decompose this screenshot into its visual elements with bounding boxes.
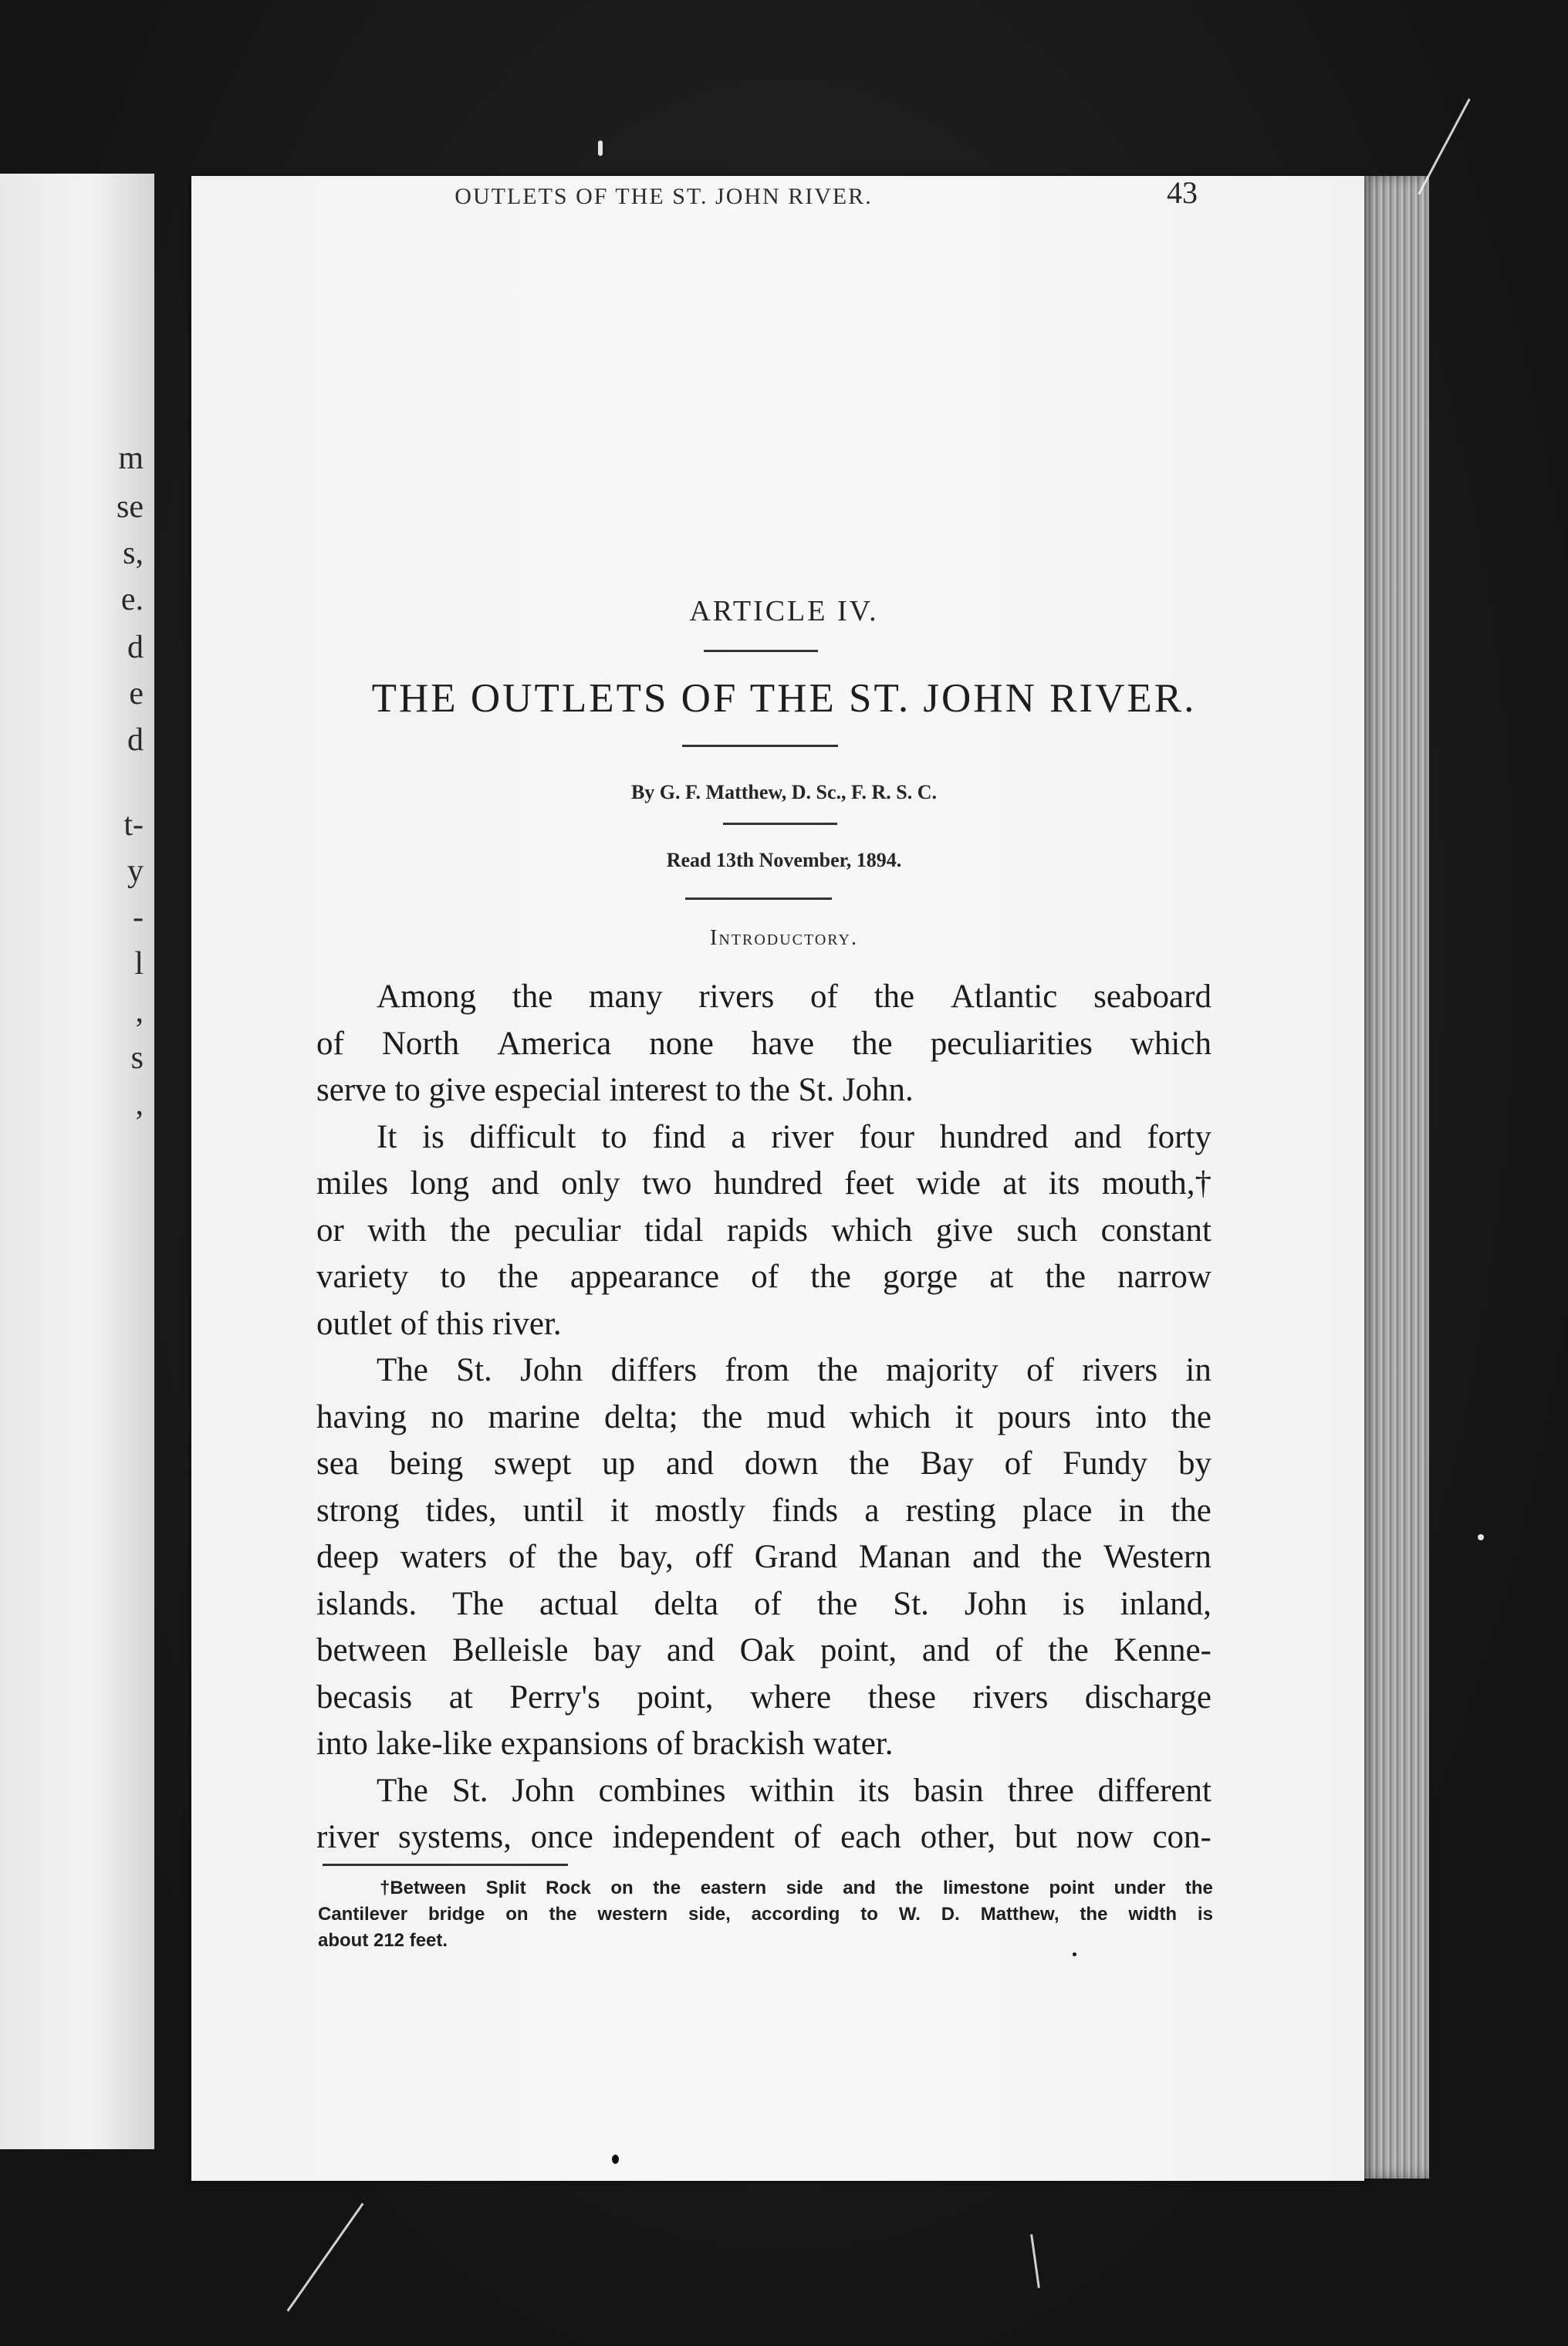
text-line [316,1021,1211,1068]
word: give [935,1212,993,1249]
word: the [817,1352,858,1388]
word: the [557,1539,598,1575]
word: D. [941,1904,960,1925]
word: actual [539,1585,619,1622]
word: its [858,1772,890,1809]
word: inland, [1120,1585,1211,1622]
word: peculiarities [930,1025,1093,1062]
word: mud [766,1398,826,1435]
word: many [589,979,663,1015]
word: a [864,1492,880,1529]
text-line [316,1254,1211,1301]
word: and [666,1632,715,1668]
word: such [1016,1212,1078,1249]
word: Manan [858,1539,951,1575]
word: the [450,1212,491,1249]
word: to [440,1259,466,1295]
word: of [793,1819,822,1855]
word: side, [688,1904,731,1925]
word: the [852,1025,893,1062]
word: bridge [427,1904,485,1925]
word: wide [916,1165,981,1202]
word: a [731,1118,746,1155]
word: miles [316,1165,389,1202]
word: which [850,1398,931,1435]
word: hundred [713,1165,823,1202]
word: the [1184,1878,1213,1898]
text-line [316,974,1211,1021]
word: Bay [920,1445,974,1482]
word: on [610,1878,634,1898]
word: at [448,1678,473,1716]
word: Matthew, [980,1904,1059,1925]
word: is [422,1118,444,1155]
word: each [840,1819,901,1855]
word: tides, [425,1492,497,1529]
word: from [725,1352,789,1388]
word: delta; [604,1398,678,1435]
word: John [512,1772,575,1809]
word: river [771,1118,834,1155]
word: North [381,1025,460,1062]
word: variety [316,1259,409,1295]
word: under [1113,1878,1166,1898]
word: feet [844,1165,894,1202]
page-number: 43 [1167,175,1198,210]
author-byline: By G. F. Matthew, D. Sc., F. R. S. C. [630,781,938,803]
word: and [1073,1118,1122,1155]
word: marine [488,1398,580,1435]
word: and [921,1632,970,1668]
word: the [1048,1632,1089,1668]
word: side [786,1878,823,1898]
word: into [1095,1398,1147,1435]
word: now [1076,1819,1134,1855]
facing-page-left [0,174,154,2149]
word: Kenne- [1113,1632,1211,1668]
word: to [601,1118,627,1155]
word: the [549,1904,577,1925]
word: Among [377,979,476,1015]
word: point [1049,1878,1095,1898]
left-page-fragment: , [135,994,144,1029]
left-page-fragment: s, [123,536,144,571]
word: forty [1147,1118,1211,1155]
footnote-line [318,1901,1213,1928]
word: four [859,1118,914,1155]
word: between [316,1632,427,1668]
word: it [610,1492,629,1529]
word: It [377,1118,397,1155]
word: two [641,1165,692,1202]
word: independent [612,1819,775,1855]
word: these [867,1678,936,1716]
word: having [316,1398,407,1435]
word: hundred [939,1118,1049,1155]
left-page-fragment: y [127,854,144,889]
word: islands. [316,1585,417,1622]
word: is [1197,1904,1213,1925]
word: swept [494,1445,572,1482]
article-number: ARTICLE IV. [689,595,879,627]
word: only [561,1165,620,1202]
word: rivers [1082,1352,1158,1388]
word: it [955,1398,974,1435]
article-title: THE OUTLETS OF THE ST. JOHN RIVER. [371,676,1197,721]
text-line [316,1208,1211,1255]
word: the [816,1585,858,1622]
footnote-line [318,1875,1213,1901]
dust-speck [612,2155,619,2164]
page-block-edge [1358,176,1429,2179]
word: being [389,1445,464,1482]
text-line [316,1814,1211,1861]
word: narrow [1117,1259,1211,1295]
word: at [1002,1165,1027,1202]
left-page-fragment: d [127,630,144,665]
left-page-fragment: l [134,946,144,982]
word: resting [905,1492,996,1529]
word: point, [637,1678,714,1716]
word: the [1041,1539,1083,1575]
text-line [316,1768,1211,1815]
word: of [810,979,838,1015]
divider-rule [704,650,818,652]
word: of [751,1259,779,1295]
word: peculiar [514,1212,621,1249]
word: three [1007,1772,1074,1809]
word: the [1171,1398,1211,1435]
left-page-fragment: s [130,1040,144,1076]
word: in [1118,1492,1145,1529]
word: which [1130,1025,1211,1062]
running-title: OUTLETS OF THE ST. JOHN RIVER. [455,184,873,209]
word: combines [598,1772,726,1809]
text-line [316,1488,1211,1535]
word: width [1128,1904,1177,1925]
divider-rule [682,745,838,747]
word: on [505,1904,529,1925]
word: the [1080,1904,1108,1925]
word: the [895,1878,924,1898]
left-page-fragment: t- [123,807,144,843]
word: the [653,1878,681,1898]
word: of [754,1585,782,1622]
word: rivers [698,979,775,1015]
dust-speck [1478,1534,1484,1540]
text-line [316,1114,1211,1161]
word: at [989,1259,1014,1295]
word: sea [316,1445,359,1482]
word: western [597,1904,668,1925]
word: rivers [972,1678,1049,1716]
word: majority [886,1352,999,1388]
word: in [1185,1352,1211,1388]
word: John [520,1352,583,1388]
left-page-fragment: , [135,1087,144,1122]
word: long [410,1165,470,1202]
word: of [995,1632,1023,1668]
footnote-line: about 212 feet. [318,1930,448,1951]
word: pours [997,1398,1072,1435]
word: Belleisle [451,1632,569,1668]
word: other, [920,1819,996,1855]
word: place [1022,1492,1093,1529]
word: becasis [316,1678,413,1716]
section-heading: Introductory. [710,926,858,950]
word: con- [1152,1819,1211,1855]
word: seaboard [1093,979,1211,1015]
word: John [964,1585,1028,1622]
word: constant [1100,1212,1211,1249]
word: Fundy [1063,1445,1148,1482]
word: basin [913,1772,984,1809]
word: Rock [546,1878,591,1898]
text-line [316,1394,1211,1442]
word: the [810,1259,851,1295]
word: within [749,1772,835,1809]
word: gorge [882,1259,958,1295]
word: waters [400,1539,488,1575]
text-line [316,1161,1211,1208]
divider-rule [685,897,832,900]
word: off [694,1539,733,1575]
word: up [602,1445,636,1482]
text-line: into lake-like expansions of brackish water. [316,1726,894,1762]
word: with [367,1212,427,1249]
text-line [316,1581,1211,1628]
word: river [316,1819,380,1855]
word: the [701,1398,743,1435]
word: Cantilever [318,1904,408,1925]
left-page-fragment: se [117,489,144,525]
word: different [1097,1772,1211,1809]
word: The [377,1772,428,1809]
word: or [316,1212,344,1249]
word: St. [456,1352,492,1388]
read-date: Read 13th November, 1894. [666,849,902,871]
word: the [1045,1259,1086,1295]
word: the [498,1259,539,1295]
word: mouth,† [1101,1165,1211,1202]
word: the [1171,1492,1211,1529]
word: of [1004,1445,1032,1482]
word: Western [1103,1539,1211,1575]
word: Atlantic [950,979,1058,1015]
word: and [491,1165,539,1202]
word: of [508,1539,536,1575]
article-body [316,974,1211,1861]
word: eastern [700,1878,767,1898]
word: The [452,1585,504,1622]
text-line: serve to give especial interest to the St. John. [316,1072,914,1108]
word: bay, [619,1539,674,1575]
word: have [751,1025,815,1062]
word: limestone [942,1878,1029,1898]
word: is [1063,1585,1085,1622]
word: of [316,1025,344,1062]
divider-rule [723,823,837,825]
word: of [1026,1352,1054,1388]
left-page-fragment: d [127,722,144,758]
word: discharge [1084,1678,1211,1716]
word: once [530,1819,593,1855]
word: difficult [469,1118,576,1155]
footnote-rule [323,1864,568,1866]
word: differs [610,1352,698,1388]
word: finds [772,1492,839,1529]
word: its [1048,1165,1080,1202]
word: strong [316,1492,400,1529]
word: the [874,979,915,1015]
word: no [431,1398,465,1435]
text-line [316,1628,1211,1675]
text-line: outlet of this river. [316,1305,562,1342]
left-page-fragment: m [118,441,144,476]
word: bay [593,1632,642,1668]
word: where [750,1678,832,1716]
footnote [318,1875,1213,1954]
word: to [860,1904,878,1925]
left-page-fragment: e. [120,582,144,617]
word: Split [485,1878,526,1898]
word: and [665,1445,715,1482]
word: Perry's [509,1678,600,1716]
word: but [1014,1819,1057,1855]
word: tidal [644,1212,704,1249]
dust-speck [598,140,603,156]
word: according [751,1904,840,1925]
text-line [316,1675,1211,1722]
word: down [744,1445,819,1482]
word: none [649,1025,714,1062]
word: deep [316,1539,380,1575]
word: W. [898,1904,921,1925]
word: point, [820,1632,897,1668]
text-line [316,1347,1211,1394]
word: and [843,1878,876,1898]
word: Oak [739,1632,796,1668]
left-page-fragment: e [129,676,144,712]
word: mostly [654,1492,745,1529]
word: The [377,1352,428,1388]
word: America [497,1025,612,1062]
word: the [849,1445,890,1482]
text-line [316,1441,1211,1488]
word: appearance [569,1259,720,1295]
word: rapids [726,1212,808,1249]
word: †Between [380,1878,467,1898]
word: delta [654,1585,719,1622]
word: find [652,1118,706,1155]
text-line [316,1534,1211,1581]
dust-speck [1073,1952,1076,1956]
left-page-fragment: - [133,900,144,935]
word: St. [451,1772,488,1809]
word: Grand [754,1539,838,1575]
word: which [831,1212,913,1249]
word: until [522,1492,584,1529]
word: St. [893,1585,929,1622]
word: and [972,1539,1021,1575]
word: systems, [397,1819,512,1855]
word: the [512,979,553,1015]
word: by [1178,1445,1211,1482]
